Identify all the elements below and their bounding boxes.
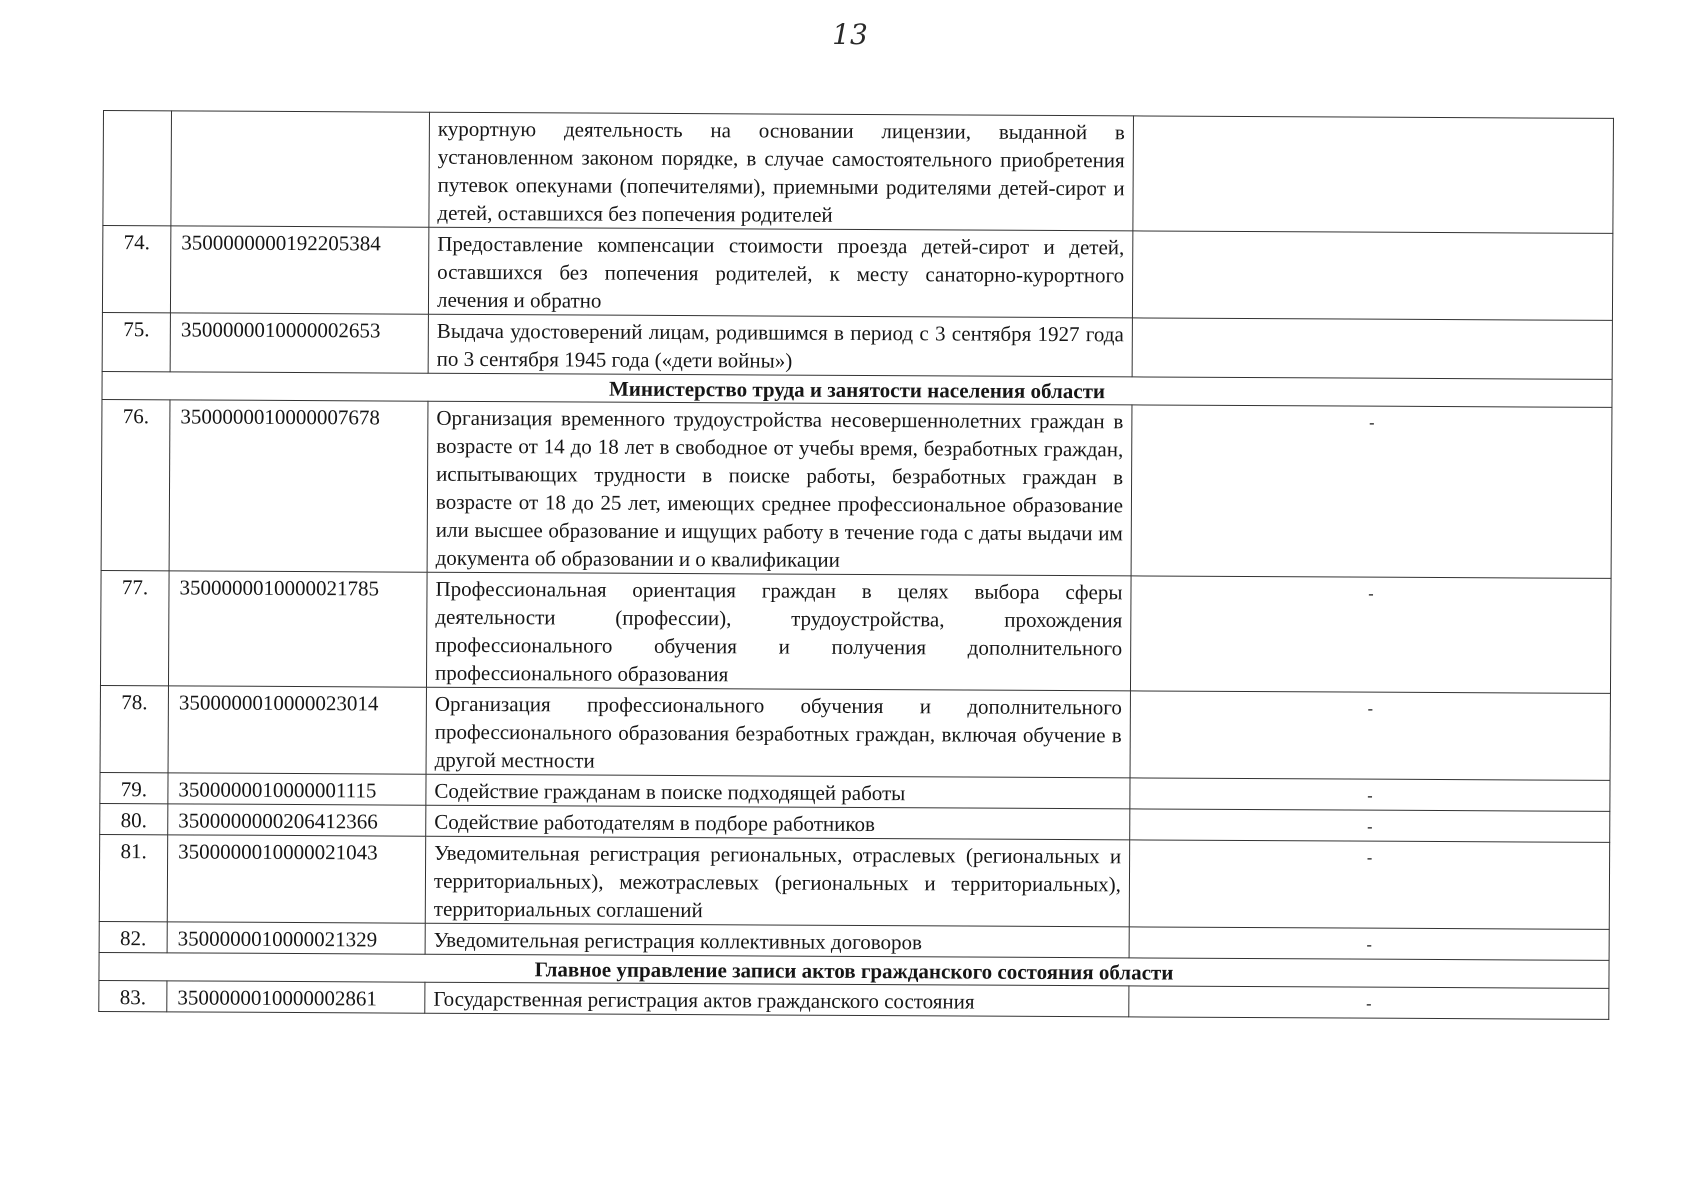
row-number: 74.: [102, 226, 170, 313]
service-code: 3500000010000002653: [170, 313, 428, 373]
row-number: 78.: [100, 685, 168, 772]
service-extra: [1133, 116, 1614, 234]
service-name: Уведомительная регистрация региональных, отраслевых (региональных и территориальных), межотраслевых (региональных и территориальных), территориальных соглашений: [425, 836, 1129, 927]
table-row: [99, 834, 1609, 929]
row-number: 79.: [100, 772, 168, 803]
row-number: 80.: [100, 803, 168, 834]
services-table-body: [99, 111, 1614, 1020]
row-number: 76.: [101, 399, 170, 570]
service-code: 3500000010000023014: [168, 686, 426, 774]
service-name: Выдача удостоверений лицам, родившимся в период с 3 сентября 1927 года по 3 сентября 1945 года («дети войны»): [428, 314, 1132, 377]
service-extra: [1130, 691, 1610, 781]
row-number: [103, 111, 172, 226]
service-extra: [1130, 576, 1611, 694]
service-code: 3500000010000002861: [167, 981, 425, 1013]
service-name: Государственная регистрация актов гражданского состояния: [425, 982, 1129, 1017]
table-row: [102, 312, 1612, 379]
service-name: Организация временного трудоустройства несовершеннолетних граждан в возрасте от 14 до 18 лет в свободное от учебы время, безработных граждан, испытывающих трудности в поиске работы, безработных граждан в возрасте от 18 до 25 лет, имеющих среднее профессиональное образование или высшее образование и ищущих работу в течение года с даты выдачи им документа об образовании и о квалификации: [427, 401, 1132, 576]
service-code: 3500000010000007678: [169, 400, 428, 572]
services-table: [98, 110, 1614, 1020]
service-extra: [1129, 986, 1609, 1020]
service-extra: [1129, 840, 1609, 930]
row-number: 81.: [99, 834, 167, 921]
service-code: 3500000010000021043: [167, 835, 425, 923]
row-number: 77.: [100, 570, 169, 685]
service-extra: [1130, 778, 1610, 812]
service-code: 3500000010000001115: [168, 773, 426, 805]
dash-mark: -: [1366, 995, 1372, 1013]
dash-mark: -: [1366, 849, 1373, 867]
service-name: Содействие гражданам в поиске подходящей работы: [426, 774, 1130, 809]
table-row: [101, 399, 1612, 578]
service-code: 3500000010000021329: [167, 922, 425, 954]
table-row: [103, 111, 1614, 234]
service-extra: [1129, 927, 1609, 961]
service-extra: [1130, 809, 1610, 843]
service-code: 3500000000206412366: [168, 804, 426, 836]
dash-mark: -: [1368, 585, 1374, 603]
service-name: курортную деятельность на основании лицензии, выданной в установленном законом порядке, в случае самостоятельного приобретения путевок опекунами (попечителями), приемными родителями детей-сирот и детей, оставшихся без попечения родителей: [429, 112, 1134, 231]
service-name: Организация профессионального обучения и дополнительного профессионального образования безработных граждан, включая обучение в другой местности: [426, 687, 1130, 778]
table-row: [102, 226, 1612, 321]
table-row: [100, 570, 1611, 693]
service-code: [171, 111, 430, 227]
service-code: 3500000000192205384: [170, 226, 428, 314]
service-name: Предоставление компенсации стоимости проезда детей-сирот и детей, оставшихся без попечения родителей, к месту санаторно-курортного лечения и обратно: [428, 227, 1132, 318]
row-number: 83.: [99, 980, 167, 1011]
section-title: Главное управление записи актов гражданского состояния области: [99, 952, 1609, 988]
dash-mark: -: [1367, 787, 1373, 805]
row-number: 75.: [102, 312, 170, 371]
table-row: [99, 980, 1609, 1019]
dash-mark: -: [1366, 936, 1372, 954]
table-row: [100, 685, 1610, 780]
service-extra: [1131, 405, 1612, 579]
row-number: 82.: [99, 921, 167, 952]
service-extra: [1132, 231, 1612, 321]
service-code: 3500000010000021785: [168, 571, 427, 687]
service-name: Содействие работодателям в подборе работников: [426, 805, 1130, 840]
service-extra: [1132, 318, 1612, 380]
section-title: Министерство труда и занятости населения области: [102, 371, 1612, 407]
dash-mark: -: [1367, 818, 1373, 836]
dash-mark: -: [1367, 700, 1374, 718]
dash-mark: -: [1369, 414, 1375, 432]
service-name: Профессиональная ориентация граждан в целях выбора сферы деятельности (профессии), трудоустройства, прохождения профессионального обучения и получения дополнительного профессионального образования: [426, 572, 1131, 691]
page-number: 13: [832, 18, 868, 51]
service-name: Уведомительная регистрация коллективных договоров: [425, 923, 1129, 958]
